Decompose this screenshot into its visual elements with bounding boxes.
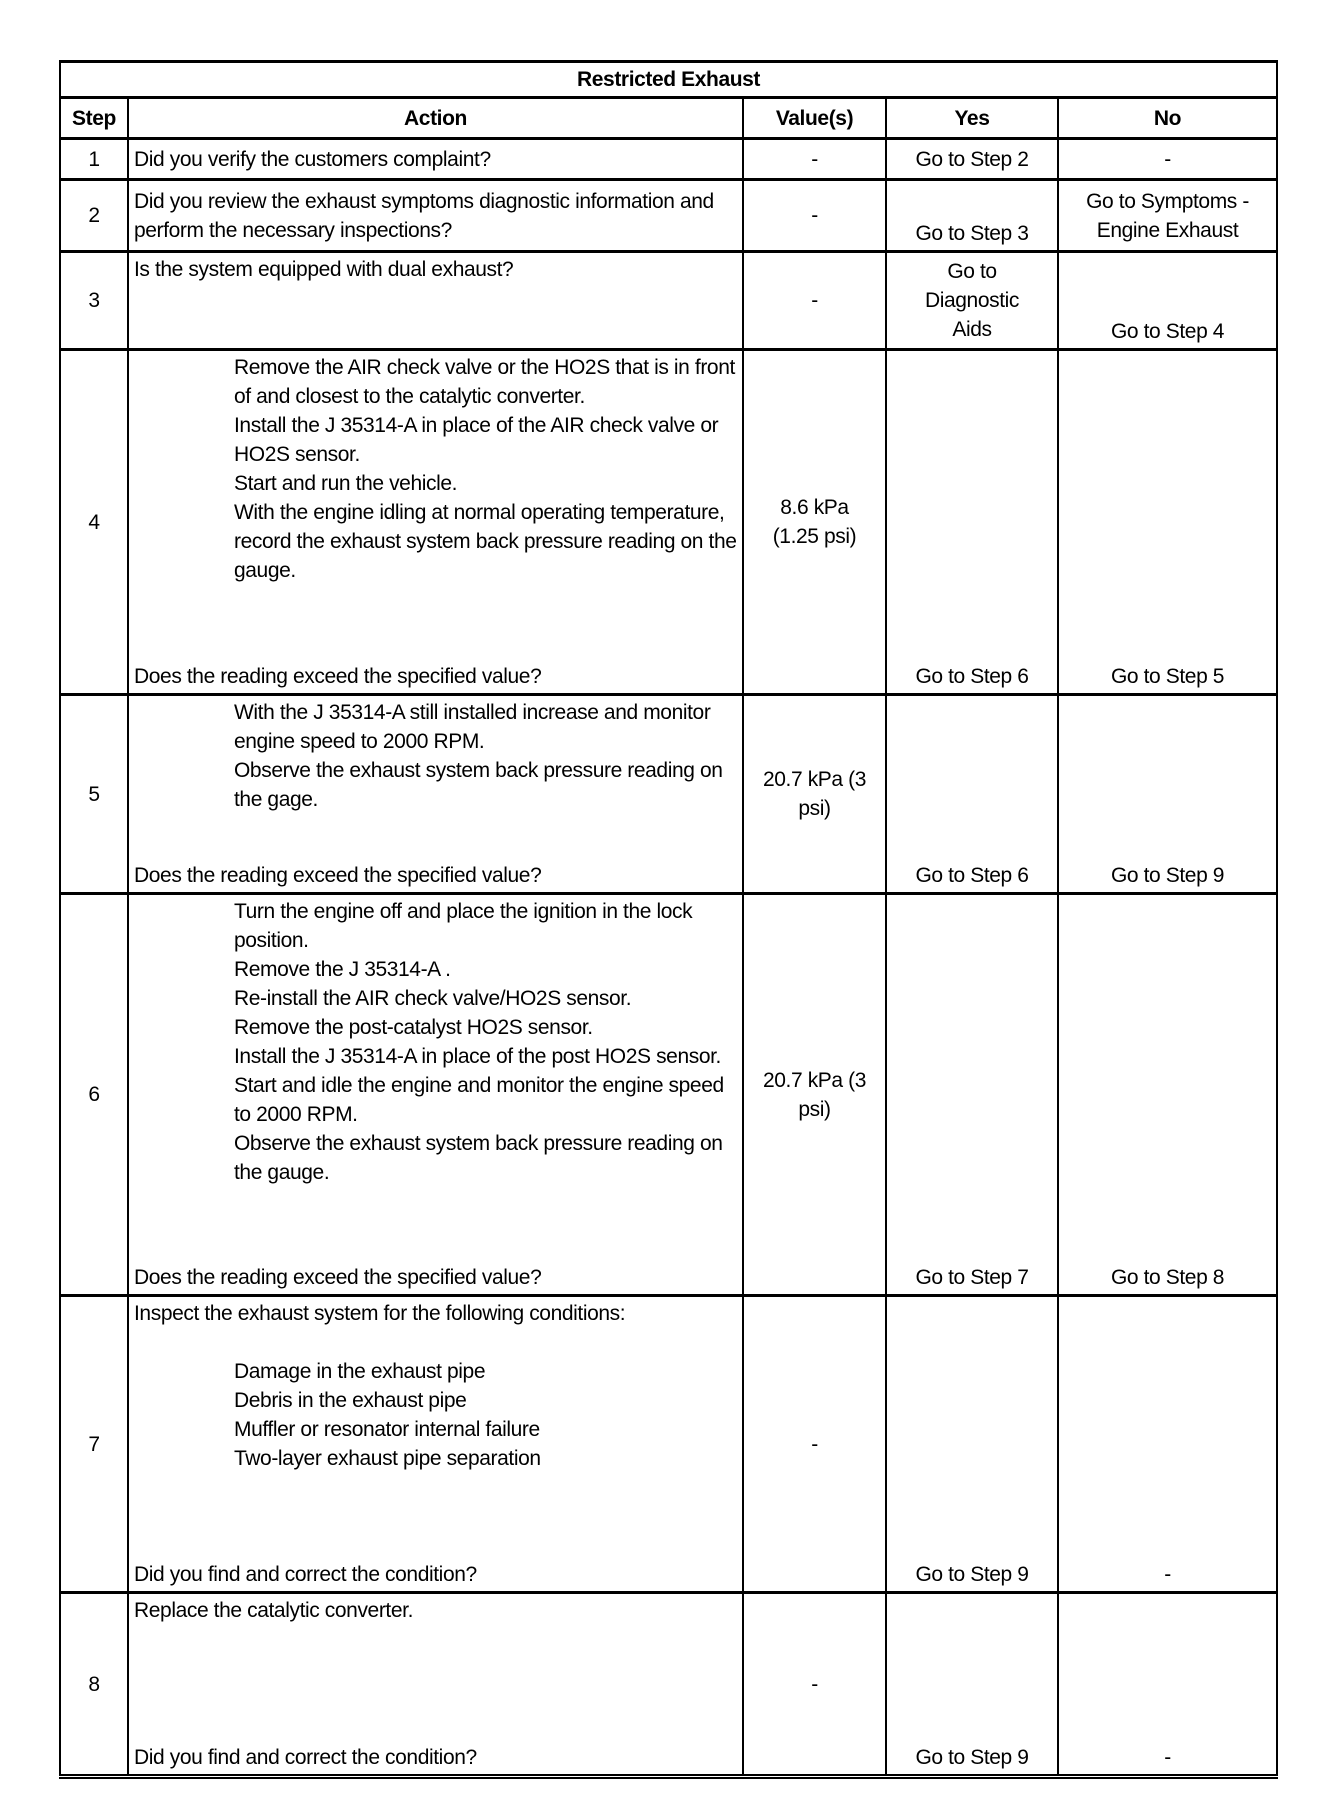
table-title: Restricted Exhaust: [60, 62, 1277, 98]
table-row: [60, 252, 1277, 350]
instruction: Install the J 35314-A in place of the AIR check valve or HO2S sensor.: [234, 414, 719, 466]
no-result: Go to Step 9: [1058, 695, 1277, 894]
instruction: Damage in the exhaust pipe: [234, 1360, 486, 1383]
question: Does the reading exceed the specified value?: [134, 864, 542, 887]
value: -: [743, 139, 886, 180]
yes-result: Go to Diagnostic Aids: [886, 252, 1058, 350]
step-number: 3: [60, 252, 128, 350]
no-result: -: [1058, 1593, 1277, 1777]
question: Did you find and correct the condition?: [134, 1746, 477, 1769]
step-number: 7: [60, 1296, 128, 1593]
value: 8.6 kPa (1.25 psi): [743, 350, 886, 695]
question: Does the reading exceed the specified value?: [134, 665, 542, 688]
intro: Replace the catalytic converter.: [134, 1599, 414, 1622]
value: 20.7 kPa (3 psi): [743, 695, 886, 894]
table-row: [60, 350, 1277, 695]
instruction: Remove the post-catalyst HO2S sensor.: [234, 1016, 593, 1039]
instruction: Two-layer exhaust pipe separation: [234, 1447, 541, 1470]
table-row: [60, 695, 1277, 894]
instruction: With the J 35314-A still installed increase and monitor engine speed to 2000 RPM.: [234, 701, 711, 753]
value: -: [743, 180, 886, 252]
no-result: Go to Step 4: [1058, 252, 1277, 350]
table-row: [60, 139, 1277, 180]
instruction: Remove the AIR check valve or the HO2S that is in front of and closest to the catalytic converter.: [234, 356, 735, 408]
step-number: 6: [60, 894, 128, 1296]
yes-result: Go to Step 2: [886, 139, 1058, 180]
instruction: Re-install the AIR check valve/HO2S sensor.: [234, 987, 632, 1010]
yes-result: Go to Step 9: [886, 1593, 1058, 1777]
header-action: Action: [128, 98, 743, 139]
action-text: Is the system equipped with dual exhaust?: [128, 252, 743, 350]
header-values: Value(s): [743, 98, 886, 139]
table-row: [60, 180, 1277, 252]
value: 20.7 kPa (3 psi): [743, 894, 886, 1296]
step-number: 1: [60, 139, 128, 180]
instruction: Debris in the exhaust pipe: [234, 1389, 467, 1412]
yes-result: Go to Step 3: [886, 180, 1058, 252]
value: -: [743, 1296, 886, 1593]
no-result: Go to Step 5: [1058, 350, 1277, 695]
restricted-exhaust-table: [59, 60, 1278, 1779]
no-result: Go to Step 8: [1058, 894, 1277, 1296]
instruction: Start and idle the engine and monitor the engine speed to 2000 RPM.: [234, 1074, 724, 1126]
instruction: Muffler or resonator internal failure: [234, 1418, 540, 1441]
yes-result: Go to Step 6: [886, 350, 1058, 695]
step-number: 8: [60, 1593, 128, 1777]
yes-result: Go to Step 7: [886, 894, 1058, 1296]
step-number: 5: [60, 695, 128, 894]
instruction: Observe the exhaust system back pressure reading on the gauge.: [234, 1132, 723, 1184]
no-result: Go to Symptoms - Engine Exhaust: [1058, 180, 1277, 252]
header-step: Step: [60, 98, 128, 139]
header-yes: Yes: [886, 98, 1058, 139]
instruction: Install the J 35314-A in place of the post HO2S sensor.: [234, 1045, 721, 1068]
question: Does the reading exceed the specified value?: [134, 1266, 542, 1289]
value: -: [743, 252, 886, 350]
yes-result: Go to Step 6: [886, 695, 1058, 894]
instruction: Start and run the vehicle.: [234, 472, 458, 495]
no-result: -: [1058, 139, 1277, 180]
instruction: With the engine idling at normal operating temperature, record the exhaust system back pressure reading on the gauge.: [234, 501, 737, 582]
step-number: 2: [60, 180, 128, 252]
table-row: [60, 894, 1277, 1296]
step-number: 4: [60, 350, 128, 695]
instruction: Turn the engine off and place the ignition in the lock position.: [234, 900, 693, 952]
value: -: [743, 1593, 886, 1777]
intro: Inspect the exhaust system for the following conditions:: [134, 1302, 626, 1325]
question: Did you find and correct the condition?: [134, 1563, 477, 1586]
action-text: Did you verify the customers complaint?: [128, 139, 743, 180]
header-no: No: [1058, 98, 1277, 139]
action-text: Did you review the exhaust symptoms diagnostic information and perform the necessary inspections?: [128, 180, 743, 252]
table-row: [60, 1296, 1277, 1593]
yes-result: Go to Step 9: [886, 1296, 1058, 1593]
table-row: [60, 1593, 1277, 1777]
instruction: Remove the J 35314-A .: [234, 958, 451, 981]
instruction: Observe the exhaust system back pressure reading on the gage.: [234, 759, 723, 811]
no-result: -: [1058, 1296, 1277, 1593]
